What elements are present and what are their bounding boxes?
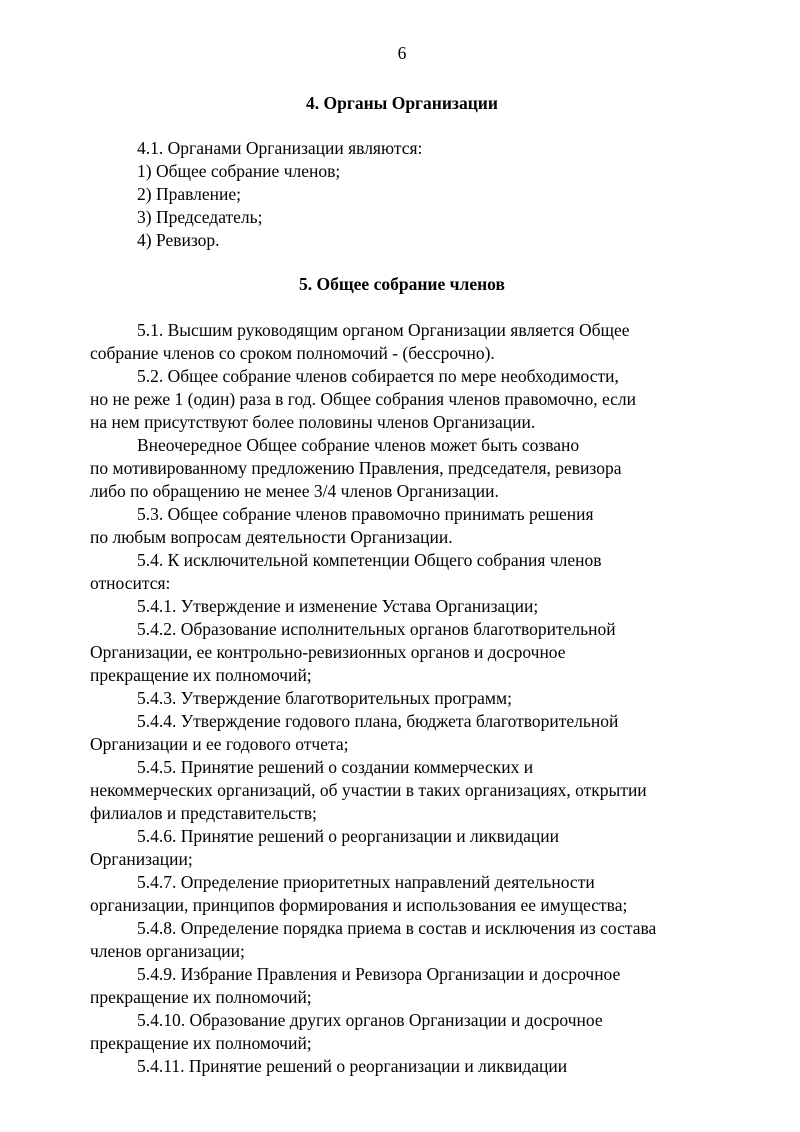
text-line: 5.4.7. Определение приоритетных направлений деятельности [137,872,595,892]
text-line: 5.4. К исключительной компетенции Общего собрания членов [137,550,602,570]
text-line: Внеочередное Общее собрание членов может быть созвано [137,435,580,455]
text-line: 5.4.10. Образование других органов Организации и досрочное [137,1010,603,1030]
text-line: организации, принципов формирования и использования ее имущества; [90,895,628,915]
text-line: либо по обращению не менее 3/4 членов Организации. [90,481,499,501]
text-line: 5.4.2. Образование исполнительных органов благотворительной [137,619,616,639]
text-line: прекращение их полномочий; [90,987,312,1007]
section-general-meeting-body [90,319,714,1078]
text-line: 5.1. Высшим руководящим органом Организации является Общее [137,320,630,340]
section-organs-body [90,137,714,252]
text-line: 5.4.5. Принятие решений о создании коммерческих и [137,757,534,777]
text-line: 3) Председатель; [137,207,263,227]
text-line: Организации; [90,849,193,869]
text-line: некоммерческих организаций, об участии в таких организациях, открытии [90,780,647,800]
section-organs-heading: 4. Органы Организации [306,93,498,113]
text-line: по любым вопросам деятельности Организации. [90,527,453,547]
text-line: прекращение их полномочий; [90,665,312,685]
text-line: 4.1. Органами Организации являются: [137,138,423,158]
text-line: но не реже 1 (один) раза в год. Общее собрания членов правомочно, если [90,389,637,409]
text-line: 5.4.8. Определение порядка приема в состав и исключения из состава [137,918,657,938]
text-line: 1) Общее собрание членов; [137,161,341,181]
text-line: собрание членов со сроком полномочий - (бессрочно). [90,343,495,363]
text-line: на нем присутствуют более половины членов Организации. [90,412,536,432]
section-general-meeting [90,273,714,1078]
text-line: по мотивированному предложению Правления, председателя, ревизора [90,458,622,478]
section-general-meeting-heading: 5. Общее собрание членов [299,274,505,294]
text-line: 5.2. Общее собрание членов собирается по мере необходимости, [137,366,619,386]
text-line: 5.4.4. Утверждение годового плана, бюджета благотворительной [137,711,619,731]
text-line: 5.4.1. Утверждение и изменение Устава Организации; [137,596,539,616]
text-line: Организации, ее контрольно-ревизионных органов и досрочное [90,642,566,662]
text-line: 4) Ревизор. [137,230,220,250]
page-number: 6 [397,43,407,63]
text-line: филиалов и представительств; [90,803,317,823]
text-line: Организации и ее годового отчета; [90,734,349,754]
section-organs [90,92,714,252]
text-line: 5.3. Общее собрание членов правомочно принимать решения [137,504,594,524]
text-line: членов организации; [90,941,245,961]
text-line: 5.4.6. Принятие решений о реорганизации и ликвидации [137,826,560,846]
text-line: 5.4.9. Избрание Правления и Ревизора Организации и досрочное [137,964,621,984]
text-line: прекращение их полномочий; [90,1033,312,1053]
text-line: относится: [90,573,171,593]
text-line: 5.4.3. Утверждение благотворительных программ; [137,688,512,708]
text-line: 5.4.11. Принятие решений о реорганизации и ликвидации [137,1056,568,1076]
text-line: 2) Правление; [137,184,242,204]
